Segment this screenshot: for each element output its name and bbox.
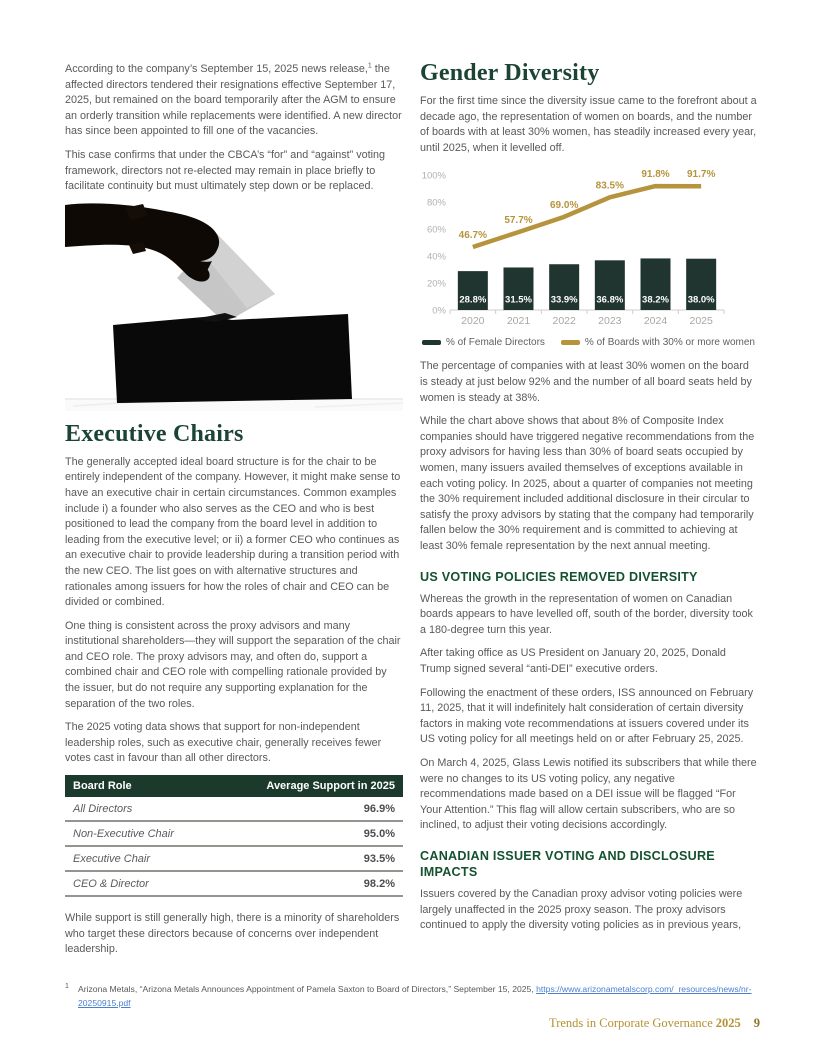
table-row xyxy=(65,797,403,821)
bar-line-combo-chart xyxy=(420,164,758,330)
paragraph: On March 4, 2025, Glass Lewis notified its subscribers that while there were no changes to its US voting policy, any negative recommendations made based on a DEI issue will be flagged “For Your Attention.” This flag will allow certain subscribers, who are so inclined, to adjust their voting decisions accordingly. xyxy=(420,756,757,832)
green-swatch-icon xyxy=(422,340,441,345)
table-row xyxy=(65,871,403,896)
support-value-cell: 95.0% xyxy=(216,821,403,846)
table-row xyxy=(65,821,403,846)
board-role-cell: Non-Executive Chair xyxy=(65,821,216,846)
board-role-cell: All Directors xyxy=(65,797,216,821)
after-chart-paragraphs xyxy=(420,359,758,554)
bar-value-label: 36.8% xyxy=(596,294,624,306)
support-value-cell: 93.5% xyxy=(216,846,403,871)
paragraph: According to the company’s September 15, 2025 news release,$^1$ the affected directors tendered their resignations effective September 17, 2025, but remained on the board temporarily after the AGM to ensure an orderly transition while replacements were identified. A new director has since been appointed to fill one of the vacancies. xyxy=(65,62,402,138)
footnote-link[interactable]: https://www.arizonametalscorp.com/_resources/news/nr-20250915.pdf xyxy=(78,984,752,1008)
section-heading-gender-diversity: Gender Diversity xyxy=(420,60,600,86)
two-column-layout xyxy=(65,62,758,966)
x-axis-category-label: 2024 xyxy=(643,315,668,328)
bar-value-label: 33.9% xyxy=(550,294,578,306)
paragraph: While support is still generally high, there is a minority of shareholders who target these directors because of concerns over independent leadership. xyxy=(65,912,400,956)
table-row xyxy=(65,846,403,871)
paragraph: Issuers covered by the Canadian proxy advisor voting policies were largely unaffected in the 2025 proxy season. The proxy advisors continued to apply the diversity voting policies as in previous years, xyxy=(420,888,743,932)
table-header-row xyxy=(65,775,403,797)
board-role-cell: CEO & Director xyxy=(65,871,216,896)
paragraph: The percentage of companies with at least 30% women on the board is steady at just below 92% and the number of all board seats held by women is steady at 38%. xyxy=(420,360,752,404)
ballot-box-photo xyxy=(65,203,403,411)
footnote xyxy=(65,983,765,1011)
paragraph: After taking office as US President on January 20, 2025, Donald Trump signed several “anti-DEI” executive orders. xyxy=(420,647,726,675)
chart-legend xyxy=(422,337,758,348)
x-axis-category-label: 2025 xyxy=(689,315,713,328)
legend-item-female-directors xyxy=(422,337,545,348)
paragraph: For the first time since the diversity issue came to the forefront about a decade ago, the representation of women on boards, and the number of boards with at least 30% women, has steadily increased every year, until 2025, when it levelled off. xyxy=(420,95,757,154)
col-header-average-support: Average Support in 2025 xyxy=(216,775,403,797)
footnote-text: Arizona Metals, “Arizona Metals Announces Appointment of Pamela Saxton to Board of Directors,” September 15, 2025, xyxy=(78,984,537,994)
page-number: 9 xyxy=(753,1016,760,1030)
y-axis-tick-label: 0% xyxy=(432,305,446,317)
subheading-us-voting-policies: US VOTING POLICIES REMOVED DIVERSITY xyxy=(420,569,698,584)
line-value-label: 91.7% xyxy=(686,169,716,181)
footer-title: Trends in Corporate Governance xyxy=(549,1016,713,1030)
y-axis-tick-label: 40% xyxy=(426,251,446,263)
support-value-cell: 96.9% xyxy=(216,797,403,821)
x-axis-category-label: 2021 xyxy=(506,315,531,328)
gold-swatch-icon xyxy=(561,340,580,345)
paragraph: The generally accepted ideal board structure is for the chair to be entirely independent of the company. However, it might make sense to have an executive chair in certain circumstances. Common examples include i) a founder who also serves as the CEO and who is best positioned to lead the company from the board level in addition to leading from the executive level; or ii) a former CEO who continues as an executive chair to provide leadership during a transition period with the new CEO. The list goes on with alternative structures and rationales among issuers for how the roles of chair and CEO can be divided or combined. xyxy=(65,455,401,609)
footer-year: 2025 xyxy=(715,1016,741,1030)
footnote-marker: 1 xyxy=(65,983,69,990)
paragraph: While the chart above shows that about 8% of Composite Index companies should have triggered negative recommendations from the proxy advisors for having less than 30% of board seats occupied by women, many issuers availed themselves of exceptions available in each voting policy. In 2025, about a quarter of companies not meeting the 30% requirement included additional disclosure in their circular to satisfy the proxy advisors by stating that the company had temporarily fallen below the 30% requirement and is committed to achieving at least 30% female representation by the next annual meeting. xyxy=(420,415,755,552)
paragraph: Following the enactment of these orders, ISS announced on February 11, 2025, that it will indefinitely halt consideration of certain diversity factors in making vote recommendations at issuers covered under its US voting policy for all meetings held on or after February 25, 2025. xyxy=(420,686,754,746)
line-value-label: 69.0% xyxy=(549,200,579,212)
section-heading-executive-chairs: Executive Chairs xyxy=(65,420,244,447)
page-footer xyxy=(549,1016,760,1031)
y-axis-tick-label: 20% xyxy=(426,278,446,290)
us-section-paragraphs xyxy=(420,592,758,834)
subheading-canadian-issuer-impacts: CANADIAN ISSUER VOTING AND DISCLOSURE IMPACTS xyxy=(420,848,715,880)
y-axis-tick-label: 100% xyxy=(421,170,446,182)
bar-value-label: 31.5% xyxy=(505,294,532,306)
x-axis-category-label: 2023 xyxy=(598,315,622,328)
x-axis-category-label: 2022 xyxy=(552,315,576,328)
paragraph: This case confirms that under the CBCA’s “for” and “against” voting framework, directors not re-elected may remain in place briefly to facilitate continuity but must ultimately step down or be replaced. xyxy=(65,148,386,193)
bar-value-label: 38.0% xyxy=(687,294,715,306)
board-role-support-table xyxy=(65,775,403,897)
right-column xyxy=(420,62,758,966)
x-axis-category-label: 2020 xyxy=(461,315,485,328)
support-value-cell: 98.2% xyxy=(216,871,403,896)
bar-value-label: 38.2% xyxy=(642,294,669,306)
line-value-label: 91.8% xyxy=(641,169,670,181)
paragraph: One thing is consistent across the proxy advisors and many institutional shareholders—they will support the separation of the chair and CEO role. The proxy advisors may, and often do, support a combined chair and CEO role with compelling rationale provided by the issuer, but do not require any supporting explanation for the separation of the two roles. xyxy=(65,619,401,710)
hand-casting-ballot-silhouette xyxy=(65,203,403,411)
legend-label: % of Female Directors xyxy=(446,337,545,349)
footnote-reference: 1 xyxy=(367,62,372,70)
canadian-section-paragraphs xyxy=(420,887,758,934)
y-axis-tick-label: 80% xyxy=(426,197,446,209)
left-column xyxy=(65,62,403,966)
legend-label: % of Boards with 30% or more women xyxy=(584,337,755,349)
bar-value-label: 28.8% xyxy=(459,294,487,306)
y-axis-tick-label: 60% xyxy=(426,224,446,236)
line-value-label: 57.7% xyxy=(504,215,533,227)
executive-chairs-paragraphs xyxy=(65,455,403,767)
paragraph: The 2025 voting data shows that support for non-independent leadership roles, such as executive chair, generally receives fewer votes cast in favour than all other directors. xyxy=(65,721,382,765)
board-role-cell: Executive Chair xyxy=(65,846,216,871)
col-header-board-role: Board Role xyxy=(65,775,216,797)
line-value-label: 83.5% xyxy=(595,180,625,192)
legend-item-boards-30pct xyxy=(561,337,755,348)
paragraph: Whereas the growth in the representation of women on Canadian boards appears to have levelled off, south of the border, diversity took a 180-degree turn this year. xyxy=(420,592,753,636)
line-value-label: 46.7% xyxy=(458,230,488,242)
gender-diversity-chart xyxy=(420,164,758,348)
ballot-box xyxy=(113,314,352,403)
